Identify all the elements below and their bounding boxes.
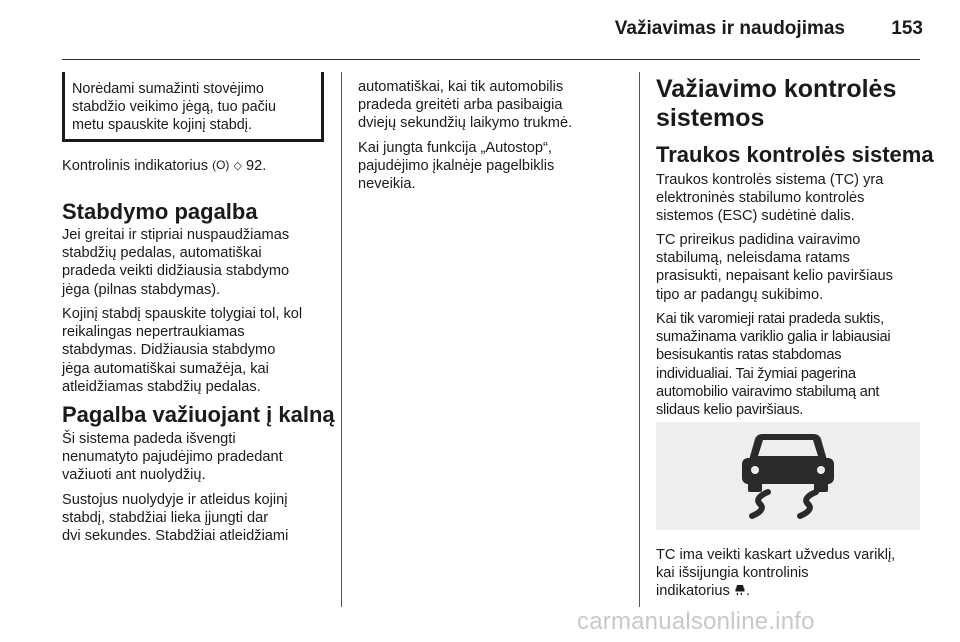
text-line: slidaus kelio paviršiaus. (656, 402, 804, 419)
text-line: besisukantis ratas stabdomas (656, 347, 842, 364)
hill-start-heading: Pagalba važiuojant į kalną (62, 402, 335, 427)
heading-line: Važiavimo kontrolės (656, 75, 897, 103)
text-line: elektroninės stabilumo kontrolės (656, 190, 865, 207)
running-header-title: Važiavimas ir naudojimas (614, 18, 845, 39)
text-line: Traukos kontrolės sistema (TC) yra (656, 172, 884, 188)
text-line (656, 582, 926, 600)
tc-para4 (656, 546, 926, 601)
note-box (62, 72, 324, 142)
text-line: dviejų sekundžių laikymo trukmė. (358, 115, 573, 132)
traction-control-icon (656, 422, 920, 530)
indicator-word: indikatorius (656, 583, 730, 600)
text-line: Jei greitai ir stipriai nuspaudžiamas (62, 227, 290, 243)
text-line: jėga (pilnas stabdymas). (62, 281, 221, 298)
header-rule (62, 59, 920, 60)
brake-indicator-icon: (O) (212, 158, 230, 172)
brake-assist-heading: Stabdymo pagalba (62, 199, 258, 224)
column-divider-1 (341, 72, 342, 607)
text-line: neveikia. (358, 176, 416, 193)
note-line: metu spauskite kojinį stabdį. (72, 117, 252, 134)
text-line: individualiai. Tai žymiai pagerina (656, 365, 856, 382)
text-line: Sustojus nuolydyje ir atleidus kojinį (62, 492, 288, 508)
traction-control-illustration (656, 422, 920, 530)
sentence-end: . (745, 583, 750, 600)
text-line: Kojinį stabdį spauskite tolygiai tol, kol (62, 306, 303, 322)
text-line: stabdį, stabdžiai lieka įjungti dar (62, 510, 269, 527)
watermark: carmanualsonline.info (577, 608, 815, 635)
page-number: 153 (891, 18, 923, 39)
text-line: jėga automatiškai sumažėja, kai (62, 360, 269, 377)
text-line: pradeda greitėti arba pasibaigia (358, 97, 563, 114)
note-line: stabdžio veikimo jėgą, tuo pačiu (72, 99, 276, 116)
hill-start-para1 (62, 430, 332, 485)
section-heading (656, 75, 922, 133)
text-line: automatiškai, kai tik automobilis (358, 79, 564, 95)
text-line: TC prireikus padidina vairavimo (656, 232, 861, 248)
traction-control-heading: Traukos kontrolės sistema (656, 142, 934, 167)
text-line: atleidžiamas stabdžių pedalas. (62, 378, 261, 395)
text-line: automobilio vairavimo stabilumą ant (656, 383, 880, 400)
text-line: nenumatyto pajudėjimo pradedant (62, 449, 283, 466)
text-line: Kai tik varomieji ratai pradeda suktis, (656, 311, 884, 327)
text-line: važiuoti ant nuolydžių. (62, 467, 206, 484)
text-line: TC ima veikti kaskart užvedus variklį, (656, 547, 896, 563)
brake-assist-para2 (62, 305, 337, 396)
traction-control-indicator-icon (734, 584, 746, 596)
indicator-text: Kontrolinis indikatorius (62, 158, 209, 174)
tc-para3 (656, 310, 926, 419)
brake-assist-para1 (62, 226, 332, 299)
text-line: pajudėjimo įkalnėje pagelbiklis (358, 158, 555, 175)
text-line: reikalingas nepertraukiamas (62, 324, 245, 341)
heading-line: sistemos (656, 104, 765, 132)
text-line: dvi sekundes. Stabdžiai atleidžiami (62, 528, 289, 545)
hill-start-para2 (62, 491, 332, 546)
page-reference: 92. (241, 158, 267, 174)
text-line: tipo ar padangų sukibimo. (656, 286, 824, 303)
text-line: Ši sistema padeda išvengti (62, 431, 236, 447)
col2-para2 (358, 139, 628, 194)
tc-para2 (656, 231, 922, 304)
indicator-reference (62, 156, 324, 175)
text-line: sistemos (ESC) sudėtinė dalis. (656, 208, 855, 225)
text-line: stabilumą, neleisdama ratams (656, 250, 850, 267)
text-line: prasisukti, nepaisant kelio paviršiaus (656, 268, 893, 285)
text-line: kai išsijungia kontrolinis (656, 565, 809, 582)
column-divider-2 (639, 72, 640, 607)
text-line: pradeda veikti didžiausia stabdymo (62, 263, 290, 280)
page-reference-icon: ◇ (233, 160, 242, 172)
text-line: stabdžių pedalas, automatiškai (62, 245, 262, 262)
text-line: stabdymas. Didžiausia stabdymo (62, 342, 276, 359)
text-line: sumažinama variklio galia ir labiausiai (656, 329, 891, 346)
col2-para1 (358, 78, 628, 133)
text-line: Kai jungta funkcija „Autostop“, (358, 140, 552, 156)
note-line: Norėdami sumažinti stovėjimo (72, 81, 264, 97)
tc-para1 (656, 171, 922, 226)
